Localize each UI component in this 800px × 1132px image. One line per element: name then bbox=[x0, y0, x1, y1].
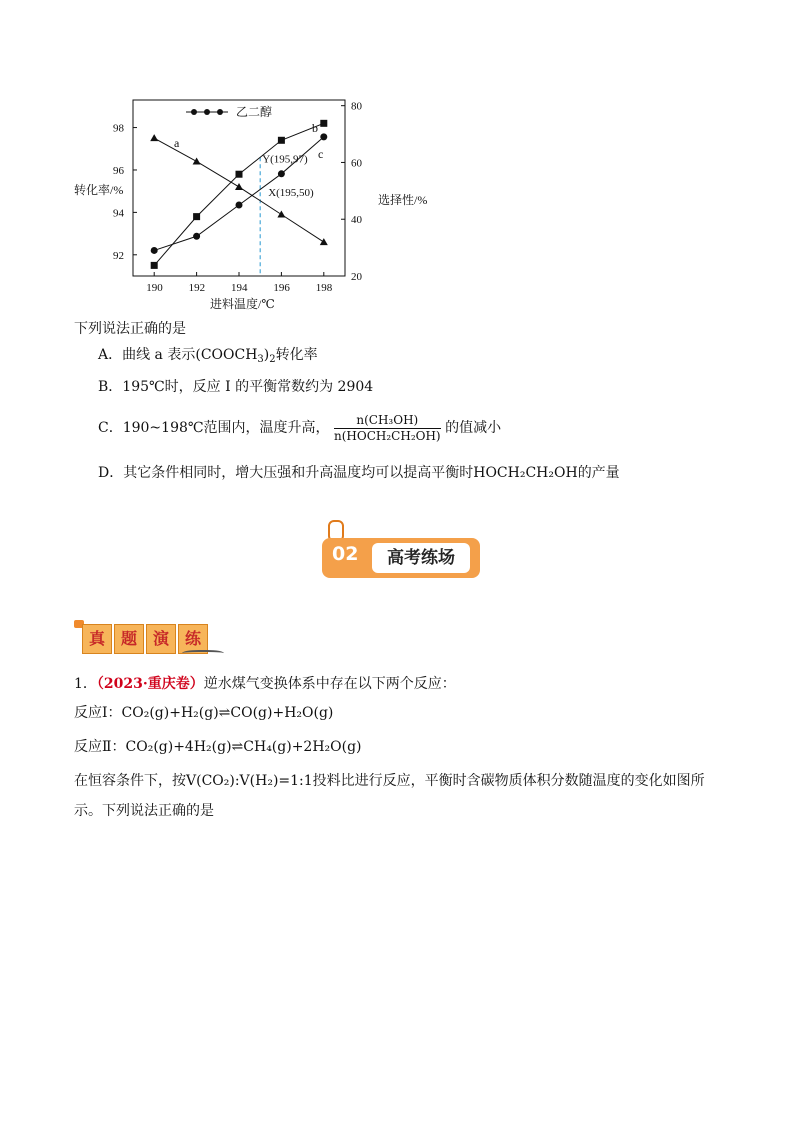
option-a-sub: 3 bbox=[257, 354, 264, 365]
legend bbox=[186, 104, 272, 119]
option-a-sub2: 2 bbox=[269, 354, 276, 365]
reaction-2 bbox=[74, 738, 362, 756]
q1-header bbox=[74, 675, 456, 693]
fraction-numerator: n(CH₃OH) bbox=[334, 413, 441, 429]
y-left-tick-label: 94 bbox=[113, 207, 124, 220]
condition-ratio: V(CO₂):V(H₂)=1:1 bbox=[186, 773, 313, 789]
question-intro: 下列说法正确的是 bbox=[74, 321, 186, 337]
series-label-c: c bbox=[318, 147, 324, 161]
point-b bbox=[151, 262, 158, 269]
option-a-suffix: 转化率 bbox=[275, 347, 318, 363]
point-a bbox=[320, 238, 328, 245]
x-tick-label: 190 bbox=[146, 282, 163, 294]
option-d-prefix: D．其它条件相同时，增大压强和升高温度均可以提高平衡时 bbox=[98, 465, 474, 481]
option-a-formula: (COOCH bbox=[195, 347, 258, 363]
conversion-selectivity-chart bbox=[60, 92, 440, 322]
legend-marker bbox=[191, 109, 197, 115]
y-right-tick-label: 40 bbox=[351, 214, 362, 227]
series-label-a: a bbox=[174, 136, 180, 150]
reaction-1-label: 反应Ⅰ： bbox=[74, 705, 122, 721]
option-c-fraction bbox=[334, 413, 441, 444]
legend-marker bbox=[204, 109, 210, 115]
point-a bbox=[150, 134, 158, 141]
point-b bbox=[236, 171, 243, 178]
banner-title: 高考练场 bbox=[372, 543, 470, 573]
option-a-close: ) bbox=[263, 347, 270, 363]
point-b bbox=[278, 137, 285, 144]
heading-char: 练 bbox=[178, 624, 208, 654]
heading-char: 题 bbox=[114, 624, 144, 654]
x-axis-label: 进料温度/℃ bbox=[210, 297, 275, 311]
option-c-prefix: C．190~198℃范围内，温度升高， bbox=[98, 420, 330, 436]
x-tick-label: 194 bbox=[231, 282, 248, 294]
y-right-tick-label: 60 bbox=[351, 157, 362, 170]
reaction-2-label: 反应Ⅱ： bbox=[74, 739, 126, 755]
option-c-suffix: 的值减小 bbox=[445, 420, 502, 436]
option-d bbox=[98, 464, 620, 482]
q1-condition bbox=[74, 772, 705, 790]
annotation-y: Y(195,97) bbox=[262, 153, 308, 166]
option-d-formula: HOCH₂CH₂OH bbox=[473, 465, 578, 481]
heading-char: 真 bbox=[82, 624, 112, 654]
y-left-tick-label: 92 bbox=[113, 249, 124, 262]
point-a bbox=[277, 211, 285, 218]
reaction-1 bbox=[74, 704, 333, 722]
condition-suffix: 投料比进行反应，平衡时含碳物质体积分数随温度的变化如图所 bbox=[312, 773, 705, 789]
q1-number: 1． bbox=[74, 676, 97, 692]
q1-condition-line2: 示。下列说法正确的是 bbox=[74, 803, 214, 819]
y-left-label: 转化率/% bbox=[74, 183, 124, 197]
series-label-b: b bbox=[312, 121, 318, 135]
legend-marker bbox=[217, 109, 223, 115]
heading-char: 演 bbox=[146, 624, 176, 654]
y-left-tick-label: 98 bbox=[113, 122, 124, 135]
q1-text: 逆水煤气变换体系中存在以下两个反应： bbox=[203, 676, 456, 692]
option-a-prefix: A．曲线 a 表示 bbox=[98, 347, 196, 363]
condition-prefix: 在恒容条件下，按 bbox=[74, 773, 186, 789]
point-a bbox=[193, 157, 201, 164]
y-right-tick-label: 20 bbox=[351, 271, 362, 283]
point-c bbox=[278, 170, 285, 177]
x-tick-label: 198 bbox=[315, 282, 333, 294]
point-c bbox=[236, 202, 243, 209]
legend-label: 乙二醇 bbox=[236, 105, 273, 119]
x-tick-label: 192 bbox=[188, 282, 206, 294]
reaction-1-equation: CO₂(g)+H₂(g)⇌CO(g)+H₂O(g) bbox=[121, 705, 334, 721]
option-a bbox=[98, 346, 318, 369]
point-b bbox=[193, 213, 200, 220]
option-b: B．195℃时，反应 I 的平衡常数约为 2904 bbox=[98, 379, 374, 395]
y-right-tick-label: 80 bbox=[351, 100, 362, 113]
point-b bbox=[320, 120, 327, 127]
y-left-tick-label: 96 bbox=[113, 164, 124, 177]
reaction-2-equation: CO₂(g)+4H₂(g)⇌CH₄(g)+2H₂O(g) bbox=[125, 739, 362, 755]
section-banner bbox=[322, 532, 480, 576]
x-tick-label: 196 bbox=[273, 282, 290, 294]
option-c bbox=[98, 410, 501, 446]
q1-source: （2023·重庆卷） bbox=[96, 676, 204, 692]
option-d-suffix: 的产量 bbox=[577, 465, 620, 481]
banner-number: 02 bbox=[332, 543, 359, 565]
annotation-x: X(195,50) bbox=[268, 186, 314, 199]
pen-icon bbox=[182, 650, 224, 658]
point-c bbox=[193, 233, 200, 240]
fraction-denominator: n(HOCH₂CH₂OH) bbox=[334, 428, 441, 443]
point-c bbox=[151, 247, 158, 254]
point-c bbox=[320, 133, 327, 140]
point-a bbox=[235, 183, 243, 190]
y-right-label: 选择性/% bbox=[378, 193, 428, 207]
